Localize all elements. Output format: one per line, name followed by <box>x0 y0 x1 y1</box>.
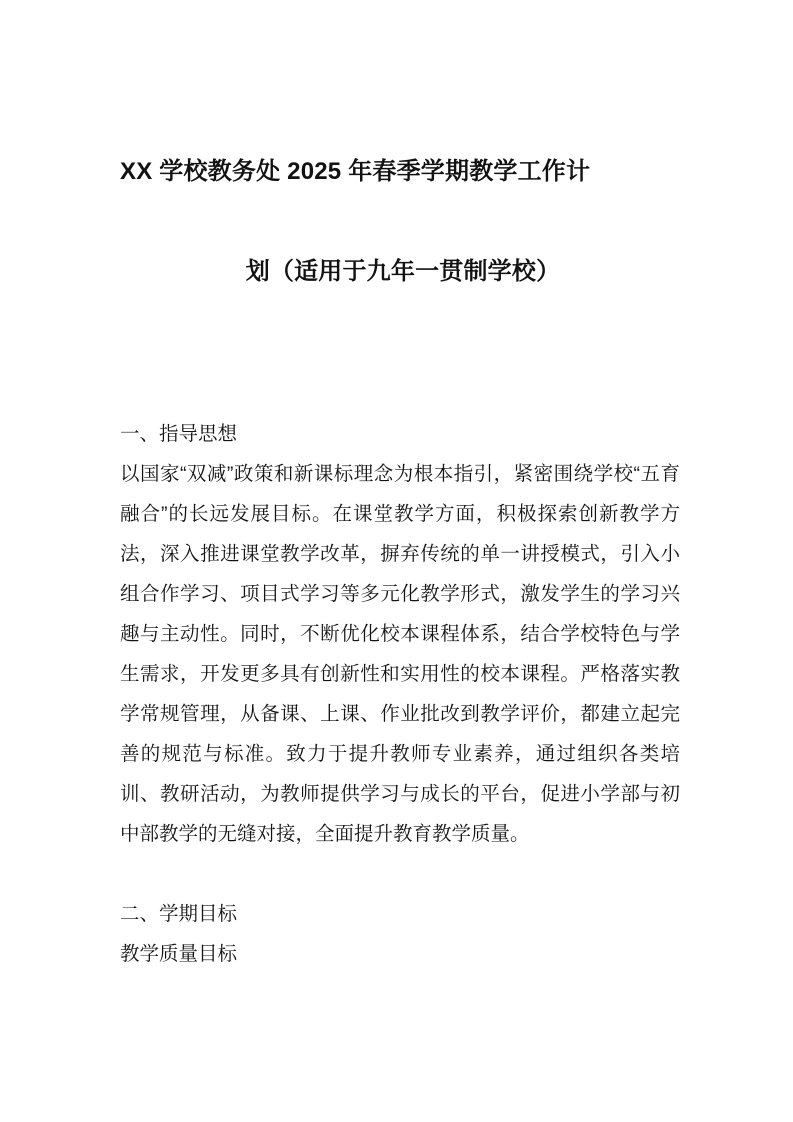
subheading-teaching-quality-goals: 教学质量目标 <box>120 943 238 965</box>
page-title-line-1: XX 学校教务处 2025 年春季学期教学工作计 <box>120 158 591 185</box>
page-title <box>120 0 680 322</box>
section-heading-term-goals: 二、学期目标 <box>120 903 238 925</box>
section-heading-guiding-ideology: 一、指导思想 <box>120 423 238 445</box>
page-title-line-2: 划（适用于九年一贯制学校） <box>245 258 561 285</box>
section-spacer <box>120 854 680 894</box>
document-content <box>120 0 680 974</box>
section-paragraph-guiding-ideology: 以国家“双减”政策和新课标理念为根本指引，紧密围绕学校“五育融合”的长远发展目标。在课堂教学方面，积极探索创新教学方法，深入推进课堂教学改革，摒弃传统的单一讲授模式，引入小组合作学习、项目式学习等多元化教学形式，激发学生的学习兴趣与主动性。同时，不断优化校本课程体系，结合学校特色与学生需求，开发更多具有创新性和实用性的校本课程。严格落实教学常规管理，从备课、上课、作业批改到教学评价，都建立起完善的规范与标准。致力于提升教师专业素养，通过组织各类培训、教研活动，为教师提供学习与成长的平台，促进小学部与初中部教学的无缝对接，全面提升教育教学质量。 <box>120 463 680 845</box>
document-body <box>120 414 680 974</box>
